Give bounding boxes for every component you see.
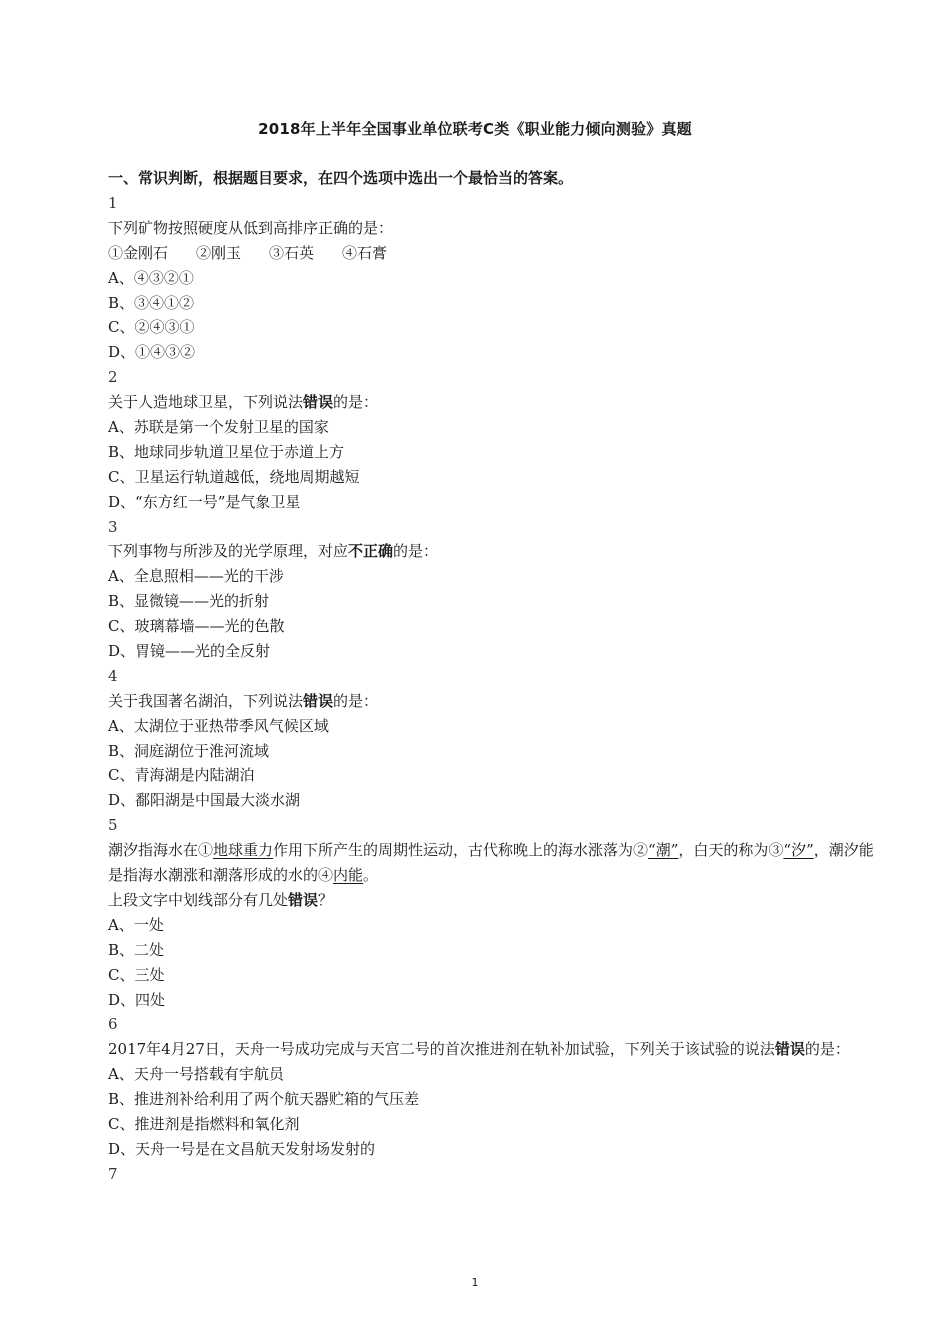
answer-option: D、四处 (108, 990, 166, 1009)
document-body (108, 166, 878, 1187)
question-number: 7 (108, 1164, 118, 1183)
answer-option: A、④③②① (108, 268, 194, 287)
answer-option: C、推进剂是指燃料和氧化剂 (108, 1115, 300, 1133)
item: ②刚玉 (196, 243, 242, 262)
stem-text: 的是： (393, 542, 439, 561)
underlined-phrase: “潮” (648, 841, 679, 860)
answer-option: A、太湖位于亚热带季风气候区域 (108, 716, 329, 735)
question-number: 1 (108, 194, 118, 212)
question-stem: 下列矿物按照硬度从低到高排序正确的是： (108, 218, 394, 237)
answer-option: C、青海湖是内陆湖泊 (108, 766, 255, 785)
answer-option: D、①④③② (108, 343, 196, 362)
answer-option: B、③④①② (108, 293, 195, 312)
stem-text: 下列事物与所涉及的光学原理，对应 (108, 542, 349, 561)
question-number: 2 (108, 368, 118, 387)
answer-option: D、“东方红一号”是气象卫星 (108, 492, 301, 511)
stem-emphasis: 错误 (303, 691, 334, 710)
stem-text: ？ (318, 890, 334, 909)
answer-option: B、显微镜——光的折射 (108, 592, 270, 611)
item: ④石膏 (342, 243, 388, 262)
stem-text: 关于人造地球卫星，下列说法 (108, 393, 304, 412)
stem-emphasis: 错误 (774, 1040, 805, 1059)
stem-emphasis: 错误 (288, 890, 319, 909)
underlined-phrase: 内能 (333, 866, 364, 885)
underlined-phrase: 地球重力 (213, 841, 274, 860)
page-number: 1 (471, 1276, 479, 1289)
answer-option: B、洞庭湖位于淮河流域 (108, 741, 270, 760)
answer-option: C、②④③① (108, 318, 195, 337)
stem-emphasis: 不正确 (348, 542, 394, 561)
question-number: 6 (108, 1015, 118, 1034)
answer-option: D、鄱阳湖是中国最大淡水湖 (108, 791, 301, 810)
answer-option: A、全息照相——光的干涉 (108, 567, 284, 586)
question-number: 5 (108, 816, 118, 835)
passage-text: 。 (363, 866, 379, 885)
question-stem (108, 390, 878, 415)
answer-option: B、地球同步轨道卫星位于赤道上方 (108, 442, 345, 461)
stem-text: 上段文字中划线部分有几处 (108, 890, 289, 909)
question-number: 4 (108, 666, 118, 685)
passage-text: ，潮汐能是指海水潮涨和潮落形成的水的④ (108, 841, 874, 885)
question-items (108, 241, 878, 266)
section-heading: 一、常识判断，根据题目要求，在四个选项中选出一个最恰当的答案。 (108, 169, 574, 187)
question-passage (108, 838, 878, 888)
stem-text: 的是： (333, 393, 379, 412)
question-stem (108, 888, 878, 913)
answer-option: D、天舟一号是在文昌航天发射场发射的 (108, 1139, 376, 1158)
question-number: 3 (108, 517, 118, 536)
item: ①金刚石 (108, 243, 169, 262)
answer-option: C、玻璃幕墙——光的色散 (108, 617, 285, 636)
stem-text: 关于我国著名湖泊，下列说法 (108, 691, 304, 710)
underlined-phrase: “汐” (783, 841, 814, 860)
answer-option: B、推进剂补给利用了两个航天器贮箱的气压差 (108, 1090, 420, 1109)
answer-option: C、三处 (108, 965, 165, 984)
item: ③石英 (269, 243, 315, 262)
passage-text: 作用下所产生的周期性运动，古代称晚上的海水涨落为② (273, 841, 649, 860)
stem-emphasis: 错误 (303, 393, 334, 412)
answer-option: C、卫星运行轨道越低，绕地周期越短 (108, 467, 360, 486)
question-stem (108, 539, 878, 564)
stem-text: 的是： (333, 691, 379, 710)
answer-option: A、一处 (108, 915, 164, 934)
stem-text: 2017年4月27日，天舟一号成功完成与天宫二号的首次推进剂在轨补加试验，下列关于该试验的说法 (108, 1040, 775, 1059)
passage-text: 潮汐指海水在① (108, 841, 214, 860)
stem-text: 的是： (804, 1040, 850, 1059)
question-stem (108, 689, 878, 714)
answer-option: D、胃镜——光的全反射 (108, 642, 271, 661)
passage-text: ，白天的称为③ (678, 841, 784, 860)
document-title: 2018年上半年全国事业单位联考C类《职业能力倾向测验》真题 (258, 120, 692, 138)
question-stem (108, 1037, 878, 1062)
answer-option: A、苏联是第一个发射卫星的国家 (108, 418, 329, 437)
answer-option: B、二处 (108, 940, 165, 959)
answer-option: A、天舟一号搭载有宇航员 (108, 1065, 284, 1084)
